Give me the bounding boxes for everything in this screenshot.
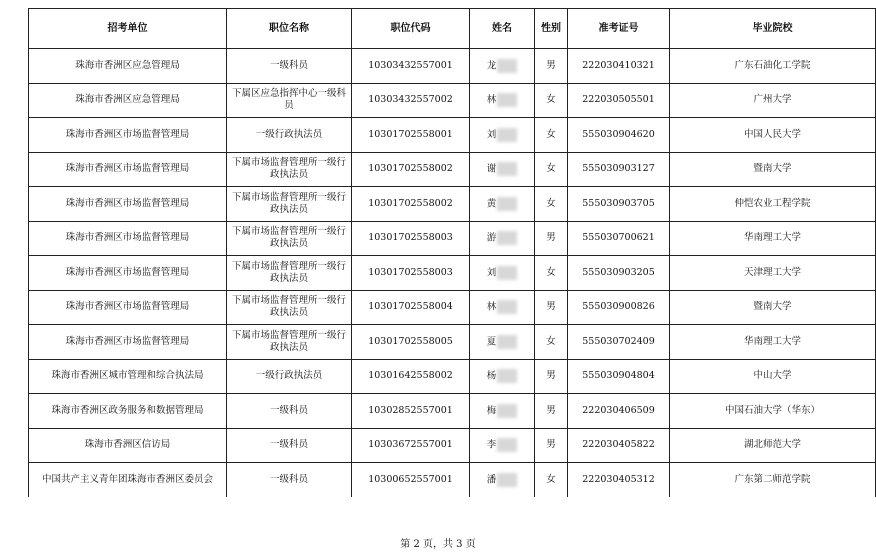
cell-code: 10301702558002 <box>352 152 470 187</box>
cell-school: 广东石油化工学院 <box>670 49 876 84</box>
cell-unit: 珠海市香洲区市场监督管理局 <box>29 256 227 291</box>
cell-unit: 珠海市香洲区应急管理局 <box>29 49 227 84</box>
table-row <box>29 290 876 325</box>
cell-gender: 女 <box>535 152 568 187</box>
cell-unit: 珠海市香洲区市场监督管理局 <box>29 187 227 222</box>
name-redaction-mask <box>497 93 517 107</box>
cell-unit: 珠海市香洲区政务服务和数据管理局 <box>29 394 227 429</box>
table-row <box>29 83 876 118</box>
cell-school: 湖北师范大学 <box>670 428 876 463</box>
cell-exam-no: 555030900826 <box>568 290 670 325</box>
cell-name <box>470 359 535 394</box>
name-redaction-mask <box>497 369 517 383</box>
cell-name <box>470 187 535 222</box>
cell-name <box>470 118 535 153</box>
cell-unit: 珠海市香洲区市场监督管理局 <box>29 290 227 325</box>
candidate-name: 夏 <box>486 336 497 348</box>
cell-exam-no: 222030505501 <box>568 83 670 118</box>
name-redaction-mask <box>497 231 517 245</box>
cell-gender: 男 <box>535 428 568 463</box>
cell-code: 10300652557001 <box>352 463 470 497</box>
cell-unit: 珠海市香洲区市场监督管理局 <box>29 325 227 360</box>
candidate-name: 刘 <box>486 267 497 279</box>
cell-gender: 女 <box>535 256 568 291</box>
candidate-name: 龙 <box>486 60 497 72</box>
header-exam-no: 准考证号 <box>568 9 670 49</box>
name-redaction-mask <box>497 266 517 280</box>
cell-school: 华南理工大学 <box>670 325 876 360</box>
cell-school: 华南理工大学 <box>670 221 876 256</box>
cell-school: 仲恺农业工程学院 <box>670 187 876 222</box>
cell-name <box>470 290 535 325</box>
header-school: 毕业院校 <box>670 9 876 49</box>
cell-name <box>470 428 535 463</box>
cell-exam-no: 222030405312 <box>568 463 670 497</box>
header-code: 职位代码 <box>352 9 470 49</box>
cell-unit: 珠海市香洲区市场监督管理局 <box>29 152 227 187</box>
name-redaction-mask <box>497 197 517 211</box>
cell-exam-no: 555030903127 <box>568 152 670 187</box>
cell-position: 一级行政执法员 <box>227 359 352 394</box>
cell-name <box>470 221 535 256</box>
cell-position: 下属市场监督管理所一级行政执法员 <box>227 187 352 222</box>
cell-code: 10301702558001 <box>352 118 470 153</box>
table-row <box>29 394 876 429</box>
table-row <box>29 463 876 497</box>
cell-gender: 女 <box>535 118 568 153</box>
cell-position: 下属市场监督管理所一级行政执法员 <box>227 152 352 187</box>
page-number: 第 2 页，共 3 页 <box>400 539 476 550</box>
cell-position: 下属市场监督管理所一级行政执法员 <box>227 290 352 325</box>
name-redaction-mask <box>497 438 517 452</box>
cell-code: 10303432557002 <box>352 83 470 118</box>
candidate-name: 刘 <box>486 129 497 141</box>
candidate-name: 黄 <box>486 198 497 210</box>
cell-name <box>470 49 535 84</box>
cell-exam-no: 222030405822 <box>568 428 670 463</box>
cell-name <box>470 152 535 187</box>
cell-gender: 女 <box>535 187 568 222</box>
name-redaction-mask <box>497 59 517 73</box>
table-row <box>29 49 876 84</box>
cell-gender: 男 <box>535 394 568 429</box>
header-position: 职位名称 <box>227 9 352 49</box>
cell-position: 一级行政执法员 <box>227 118 352 153</box>
cell-gender: 男 <box>535 359 568 394</box>
candidate-name: 梅 <box>486 405 497 417</box>
candidate-name: 杨 <box>486 370 497 382</box>
cell-exam-no: 222030410321 <box>568 49 670 84</box>
header-gender: 性别 <box>535 9 568 49</box>
cell-name <box>470 325 535 360</box>
cell-unit: 珠海市香洲区应急管理局 <box>29 83 227 118</box>
candidate-name: 谢 <box>486 163 497 175</box>
cell-name <box>470 83 535 118</box>
table-row <box>29 221 876 256</box>
name-redaction-mask <box>497 473 517 487</box>
table-row <box>29 428 876 463</box>
cell-exam-no: 555030702409 <box>568 325 670 360</box>
cell-unit: 珠海市香洲区市场监督管理局 <box>29 118 227 153</box>
cell-code: 10303672557001 <box>352 428 470 463</box>
cell-code: 10301702558003 <box>352 256 470 291</box>
cell-unit: 珠海市香洲区城市管理和综合执法局 <box>29 359 227 394</box>
table-row <box>29 187 876 222</box>
table-row <box>29 359 876 394</box>
cell-unit: 珠海市香洲区信访局 <box>29 428 227 463</box>
cell-gender: 男 <box>535 221 568 256</box>
table-header-row <box>29 9 876 49</box>
cell-exam-no: 222030406509 <box>568 394 670 429</box>
cell-school: 广东第二师范学院 <box>670 463 876 497</box>
cell-school: 中国人民大学 <box>670 118 876 153</box>
cell-gender: 男 <box>535 290 568 325</box>
cell-gender: 男 <box>535 49 568 84</box>
cell-position: 下属市场监督管理所一级行政执法员 <box>227 325 352 360</box>
cell-exam-no: 555030700621 <box>568 221 670 256</box>
cell-position: 一级科员 <box>227 394 352 429</box>
cell-school: 暨南大学 <box>670 290 876 325</box>
name-redaction-mask <box>497 162 517 176</box>
cell-position: 下属市场监督管理所一级行政执法员 <box>227 256 352 291</box>
header-name: 姓名 <box>470 9 535 49</box>
cell-name <box>470 394 535 429</box>
cell-exam-no: 555030903205 <box>568 256 670 291</box>
candidate-table <box>28 8 876 497</box>
cell-name <box>470 256 535 291</box>
cell-gender: 女 <box>535 325 568 360</box>
candidate-name: 潘 <box>486 474 497 486</box>
header-unit: 招考单位 <box>29 9 227 49</box>
cell-code: 10302852557001 <box>352 394 470 429</box>
candidate-name: 林 <box>486 94 497 106</box>
cell-school: 广州大学 <box>670 83 876 118</box>
cell-school: 中国石油大学（华东） <box>670 394 876 429</box>
table-row <box>29 325 876 360</box>
cell-code: 10301642558002 <box>352 359 470 394</box>
cell-code: 10301702558005 <box>352 325 470 360</box>
cell-position: 下属区应急指挥中心一级科员 <box>227 83 352 118</box>
cell-unit: 中国共产主义青年团珠海市香洲区委员会 <box>29 463 227 497</box>
cell-position: 一级科员 <box>227 463 352 497</box>
cell-code: 10301702558003 <box>352 221 470 256</box>
cell-name <box>470 463 535 497</box>
cell-school: 中山大学 <box>670 359 876 394</box>
name-redaction-mask <box>497 404 517 418</box>
table-row <box>29 152 876 187</box>
cell-gender: 女 <box>535 83 568 118</box>
cell-exam-no: 555030904620 <box>568 118 670 153</box>
candidate-name: 林 <box>486 301 497 313</box>
cell-position: 一级科员 <box>227 428 352 463</box>
table-row <box>29 256 876 291</box>
cell-code: 10303432557001 <box>352 49 470 84</box>
candidate-name: 李 <box>486 439 497 451</box>
candidate-name: 游 <box>486 232 497 244</box>
cell-position: 一级科员 <box>227 49 352 84</box>
cell-unit: 珠海市香洲区市场监督管理局 <box>29 221 227 256</box>
name-redaction-mask <box>497 300 517 314</box>
cell-exam-no: 555030903705 <box>568 187 670 222</box>
cell-exam-no: 555030904804 <box>568 359 670 394</box>
cell-code: 10301702558002 <box>352 187 470 222</box>
table-row <box>29 118 876 153</box>
name-redaction-mask <box>497 128 517 142</box>
cell-code: 10301702558004 <box>352 290 470 325</box>
cell-school: 暨南大学 <box>670 152 876 187</box>
cell-gender: 女 <box>535 463 568 497</box>
cell-school: 天津理工大学 <box>670 256 876 291</box>
cell-position: 下属市场监督管理所一级行政执法员 <box>227 221 352 256</box>
name-redaction-mask <box>497 335 517 349</box>
